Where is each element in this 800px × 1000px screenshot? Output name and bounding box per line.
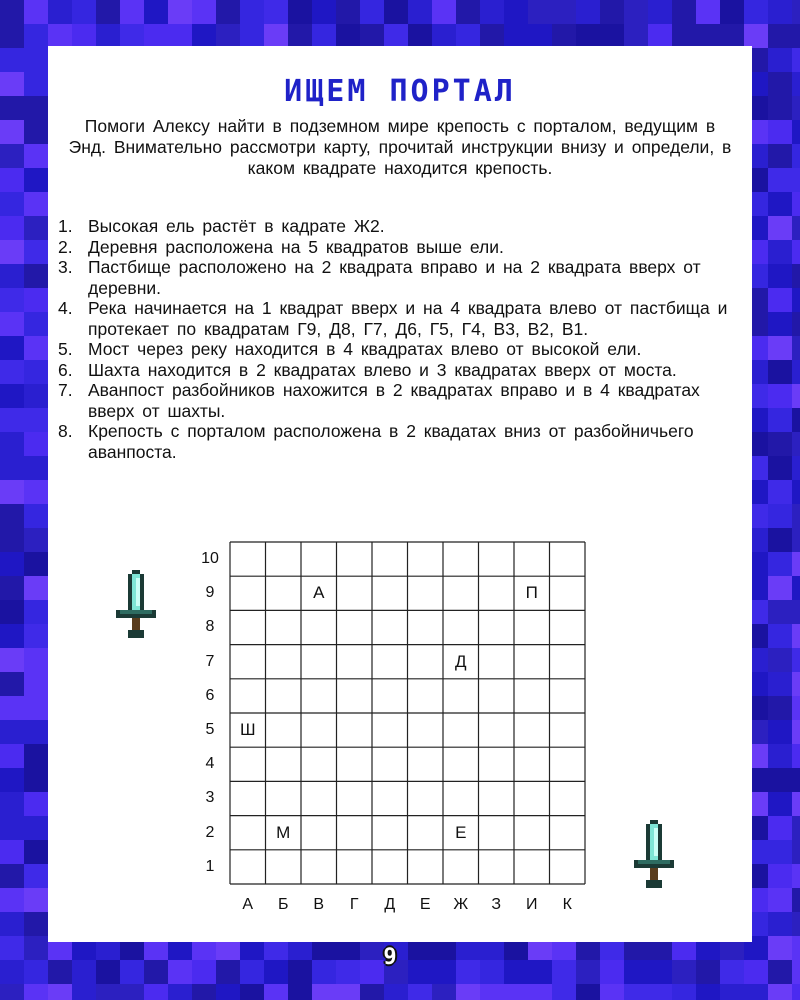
instruction-number: 8. [58,421,73,441]
grid-row-label: 9 [205,584,215,602]
instruction-number: 3. [58,257,73,277]
grid-column-label: Е [419,896,431,913]
instruction-text: Мост через реку находится в 4 квадратах влево от высокой ели. [88,339,642,359]
grid-column-label: И [526,896,538,913]
grid-column-label: Б [278,896,289,913]
diamond-sword-icon [630,820,678,888]
map-marker-letter: Ш [239,720,256,739]
grid-row-label: 10 [201,550,219,567]
map-marker-letter: М [276,822,291,842]
instruction-number: 2. [58,236,73,257]
grid-row-label: 4 [205,755,215,773]
instruction-number: 1. [58,216,73,236]
grid-column-label: Г [349,896,359,913]
instruction-number: 6. [58,359,73,380]
grid-row-label: 1 [205,857,215,875]
grid-row-label: 6 [205,686,215,704]
grid-column-label: К [562,896,572,913]
grid-column-label: З [491,896,502,913]
instruction-text: Деревня расположена на 5 квадратов выше ели. [88,236,504,257]
grid-row-label: 5 [205,721,215,738]
page-number: 9 [383,945,397,970]
grid-column-label: А [242,896,254,913]
instruction-text: Пастбище расположено на 2 квадрата вправо и на 2 квадрата вверх от деревни. [88,257,701,298]
page-title: ИЩЕМ ПОРТАЛ [284,74,516,109]
grid-row-label: 2 [205,823,215,841]
instruction-text: Аванпост разбойников нахожится в 2 квадратах вправо и в 4 квадратах вверх от шахты. [88,380,700,421]
grid-column-label: Д [384,896,396,913]
grid-row-label: 7 [205,652,215,670]
map-marker-letter: А [313,583,325,603]
instruction-number: 5. [58,339,73,359]
instruction-text: Река начинается на 1 квадрат вверх и на 4 квадрата влево от пастбища и протекает по квадратам Г9, Д8, Г7, Д6, Г5, Г4, В3, В2, В1. [88,298,728,339]
intro-paragraph: Помоги Алексу найти в подземном мире крепость с порталом, ведущим в Энд. Внимательно рассмотри карту, прочитай инструкции внизу и определи, в каком квадрате находится крепость. [68,116,732,178]
map-marker-letter: Д [454,651,467,671]
map-marker-letter: Е [455,822,467,842]
instruction-text: Высокая ель растёт в кадрате Ж2. [88,216,385,236]
instruction-text: Шахта находится в 2 квадратах влево и 3 квадратах вверх от моста. [88,359,677,380]
instruction-number: 7. [58,380,73,400]
grid-column-label: В [313,896,325,913]
diamond-sword-icon [112,570,160,638]
map-marker-letter: П [525,583,538,603]
grid-column-label: Ж [453,896,469,913]
grid-row-label: 3 [205,789,215,807]
instruction-text: Крепость с порталом расположена в 2 квадатах вниз от разбойничьего аванпоста. [88,421,694,462]
grid-row-label: 8 [205,618,215,636]
instruction-number: 4. [58,298,73,318]
